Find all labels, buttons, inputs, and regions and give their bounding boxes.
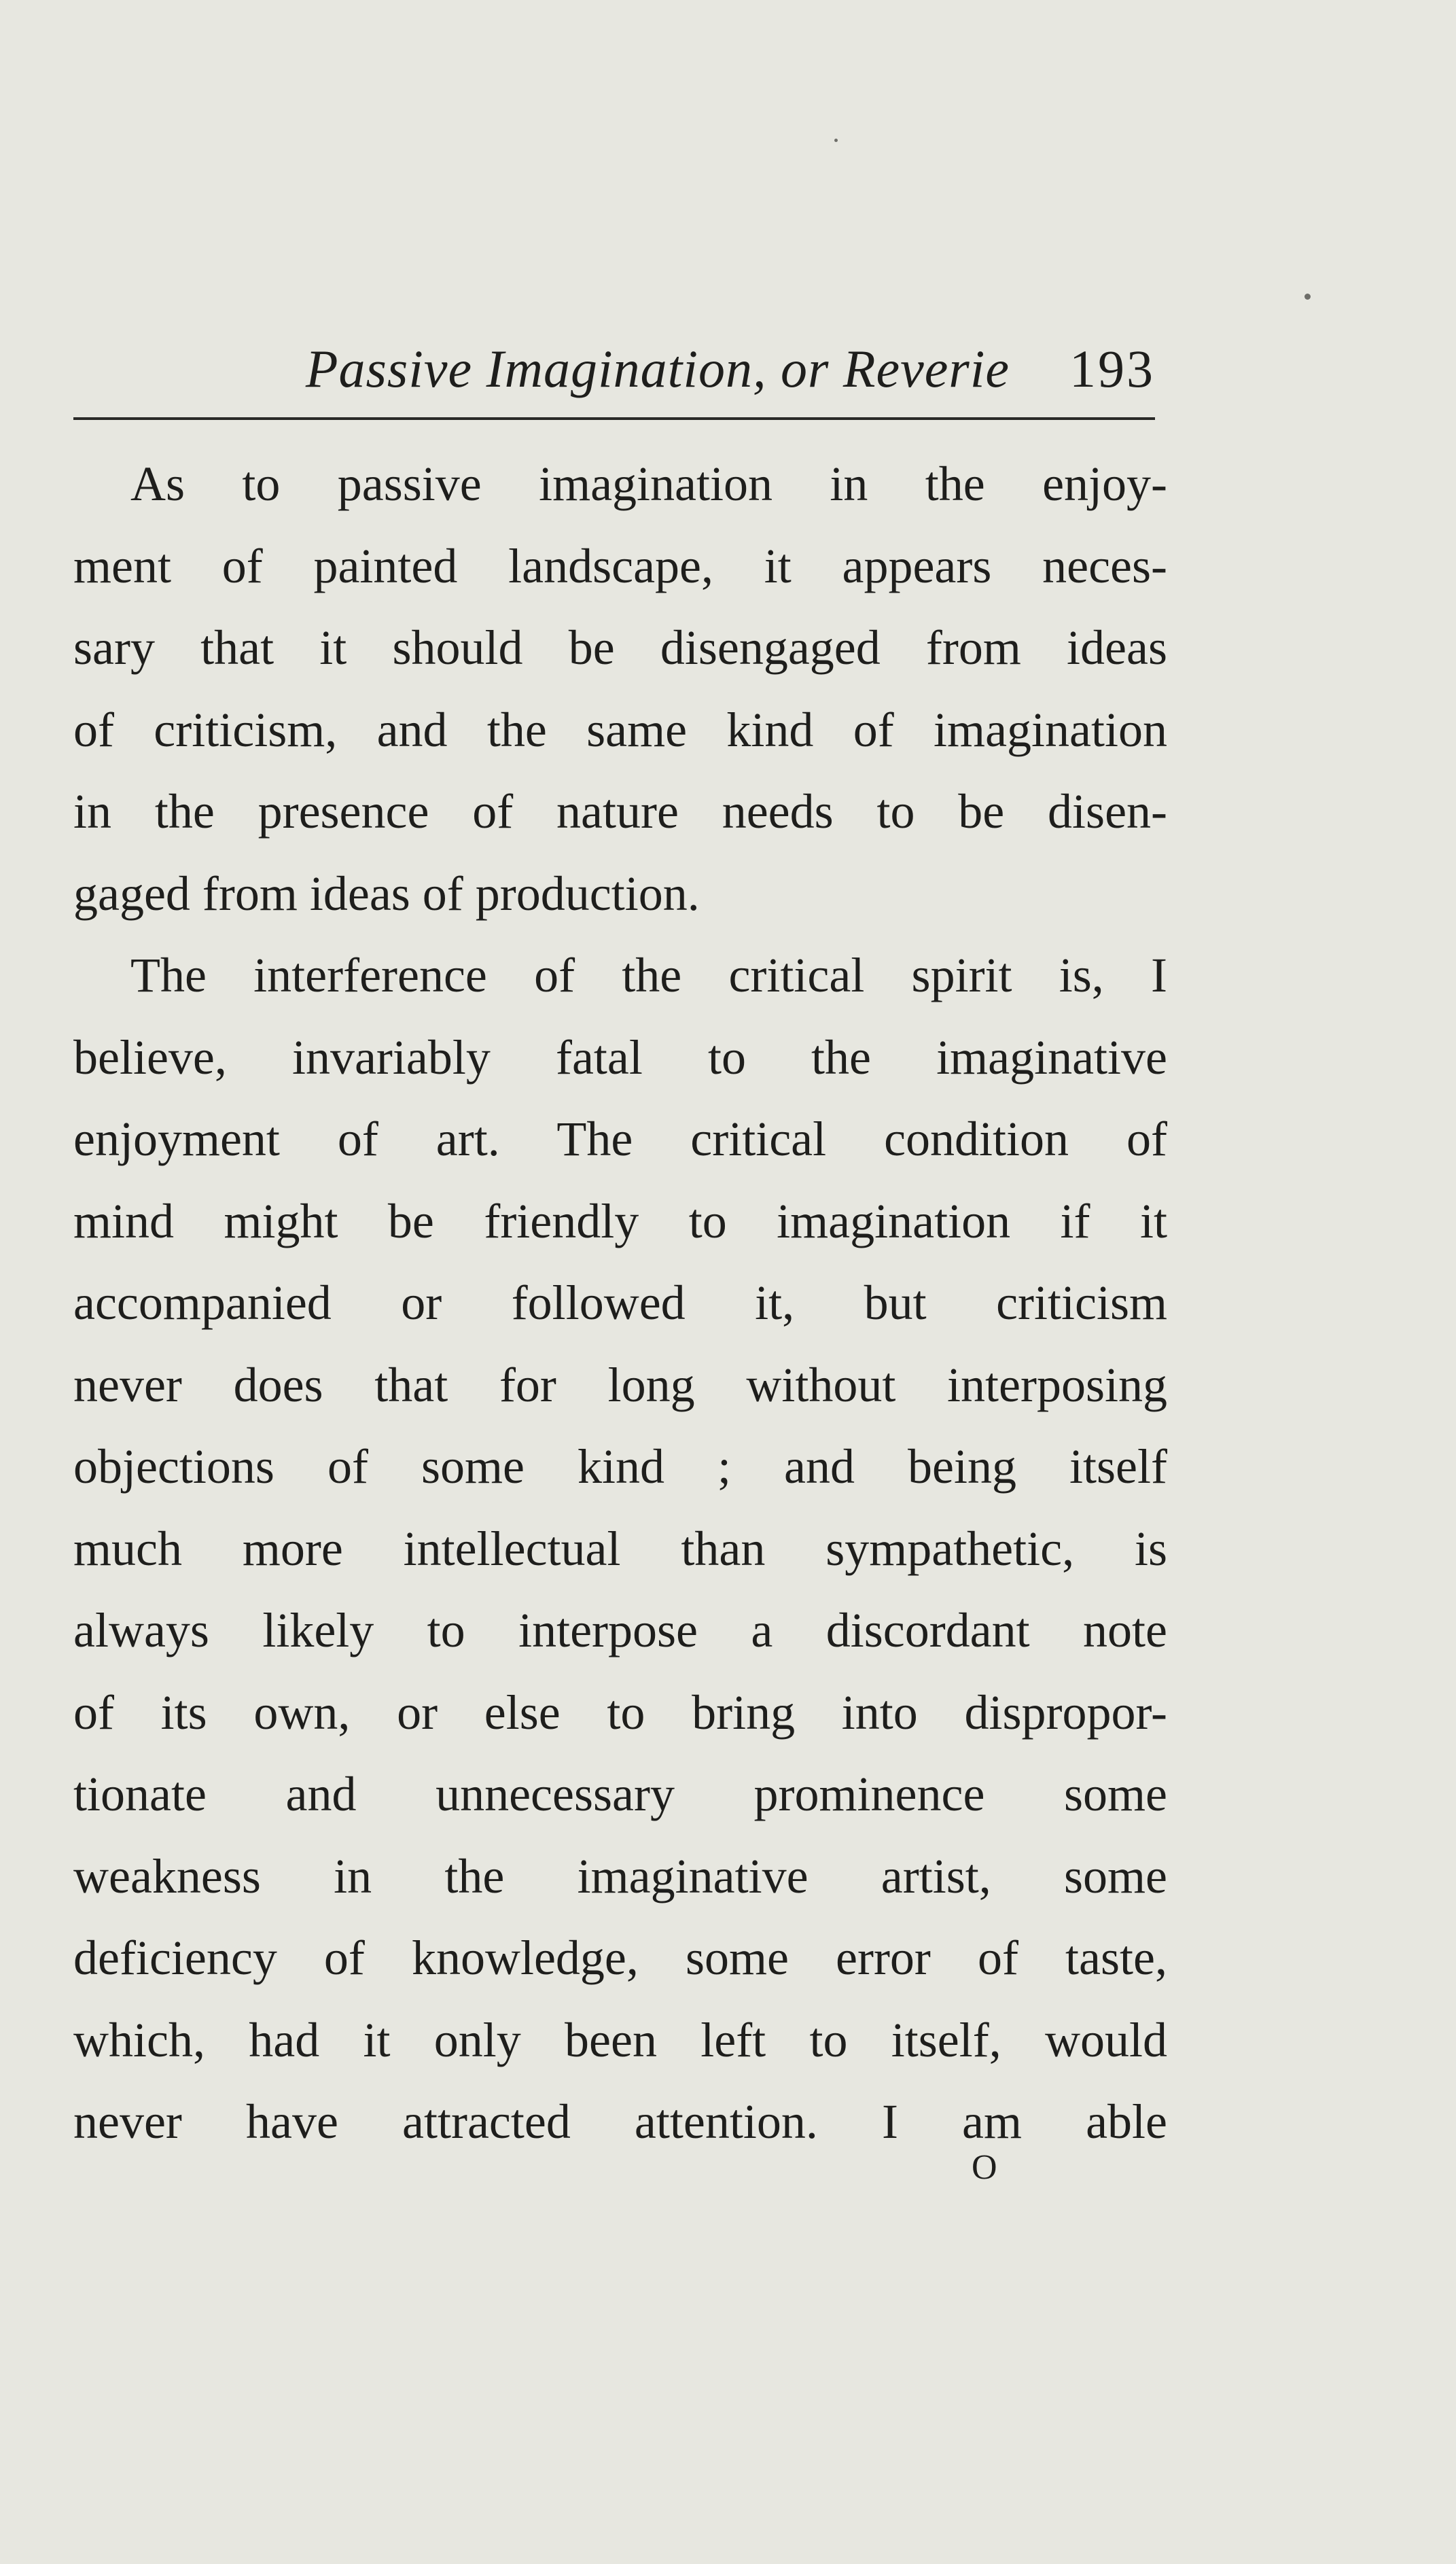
body-text [73,443,1167,2163]
text-line: weakness in the imaginative artist, some [73,1848,1167,1903]
text-line: never does that for long without interposing [73,1357,1167,1412]
text-line: mind might be friendly to imagination if it [73,1193,1167,1248]
header-rule [73,417,1155,420]
text-line: gaged from ideas of production. [73,866,700,921]
text-line: The interference of the critical spirit is, I [130,948,1167,1002]
text-line: objections of some kind ; and being itself [73,1439,1167,1494]
text-line: sary that it should be disengaged from ideas [73,620,1167,675]
text-line: accompanied or followed it, but criticism [73,1276,1167,1330]
running-title: Passive Imagination, or Reverie [305,339,1010,398]
text-line: much more intellectual than sympathetic, is [73,1521,1167,1576]
paper-speck [1304,294,1311,300]
running-header [73,319,1155,400]
page-number: 193 [1069,339,1155,398]
text-line: deficiency of knowledge, some error of taste, [73,1931,1167,1985]
text-line: which, had it only been left to itself, would [73,2012,1167,2067]
text-line: always likely to interpose a discordant note [73,1603,1167,1657]
paper-speck [834,139,838,142]
text-line: As to passive imagination in the enjoy- [130,457,1167,511]
text-line: never have attracted attention. I am able [73,2094,1167,2149]
text-line: in the presence of nature needs to be disen- [73,784,1167,839]
text-line: of its own, or else to bring into dispropor- [73,1685,1167,1740]
text-line: tionate and unnecessary prominence some [73,1767,1167,1821]
text-line: enjoyment of art. The critical condition of [73,1112,1167,1166]
text-line: believe, invariably fatal to the imaginative [73,1030,1167,1085]
signature-mark: O [972,2148,999,2187]
text-line: of criticism, and the same kind of imagination [73,702,1167,757]
text-line: ment of painted landscape, it appears neces- [73,538,1167,593]
